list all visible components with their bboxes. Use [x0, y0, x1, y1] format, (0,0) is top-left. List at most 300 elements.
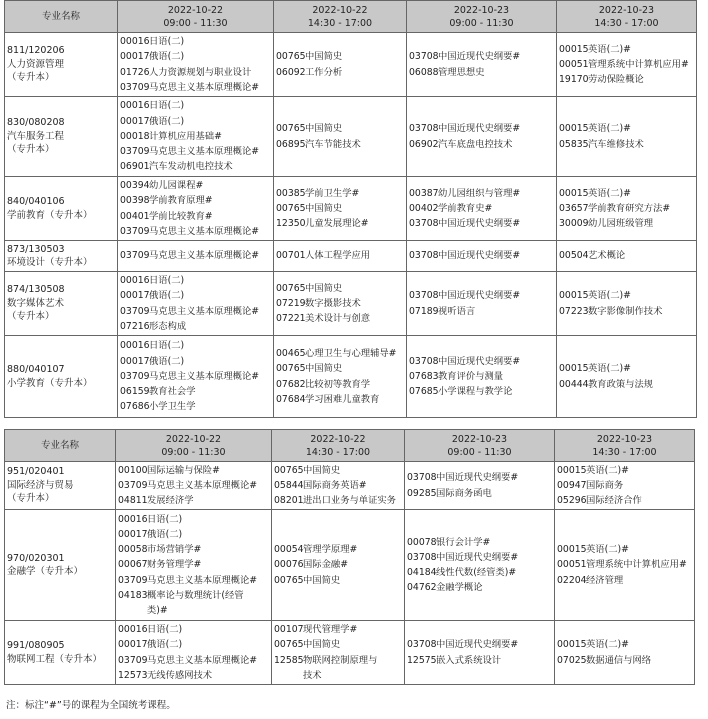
course-name: 日语(二) [149, 340, 185, 352]
course-name: 学前教育研究方法# [588, 202, 671, 214]
session-time: 09:00 - 11:30 [449, 17, 514, 29]
session-date: 2022-10-22 [165, 433, 222, 445]
course-code: 00058 [118, 544, 148, 556]
course-code: 00701 [276, 250, 306, 262]
session-date: 2022-10-23 [451, 433, 508, 445]
course-name: 中国近现代史纲要# [438, 123, 521, 135]
course-code: 03708 [407, 639, 437, 651]
session-cell [272, 621, 405, 685]
course-entry [557, 653, 692, 668]
course-entry [118, 527, 269, 542]
course-code: 03709 [120, 370, 150, 382]
course-entry [559, 248, 694, 263]
course-entry [120, 288, 271, 303]
course-entry [274, 557, 402, 572]
major-line: （专升本） [7, 144, 55, 156]
course-name: 国际商务函电 [436, 487, 492, 499]
course-code: 03708 [409, 290, 439, 302]
course-code: 00765 [276, 51, 306, 63]
course-entry [559, 304, 694, 319]
course-code: 00015 [559, 363, 589, 375]
major-name-header: 专业名称 [5, 1, 118, 33]
course-entry [559, 186, 694, 201]
course-code: 00015 [557, 544, 587, 556]
course-code: 03709 [118, 574, 148, 586]
course-name: 汽车底盘电控技术 [438, 138, 513, 150]
course-entry [559, 121, 694, 136]
course-name: 小学卫生学 [149, 401, 196, 413]
course-name: 经济管理 [586, 574, 624, 586]
session-cell [405, 621, 555, 685]
major-line: （专升本） [7, 493, 55, 505]
course-code: 07682 [276, 378, 306, 390]
course-code: 00016 [120, 100, 150, 112]
course-entry [118, 588, 269, 603]
course-name: 俄语(二) [149, 355, 185, 367]
course-entry [120, 98, 271, 113]
session-header [405, 430, 555, 462]
course-code: 00016 [118, 624, 148, 636]
course-name: 中国简史 [305, 282, 343, 294]
course-entry [274, 542, 402, 557]
course-entry [407, 653, 552, 668]
session-header [118, 1, 274, 33]
course-entry [407, 486, 552, 501]
session-date: 2022-10-22 [312, 4, 368, 16]
course-code: 07219 [276, 297, 306, 309]
course-name: 概率论与数理统计(经管 [147, 589, 244, 601]
course-code: 04762 [407, 582, 437, 594]
course-entry [120, 224, 271, 239]
course-entry [120, 159, 271, 174]
course-entry [559, 57, 694, 72]
course-entry [120, 114, 271, 129]
session-cell [557, 241, 697, 272]
session-cell [274, 97, 407, 177]
course-name: 计算机应用基础# [149, 130, 222, 142]
course-entry [120, 144, 271, 159]
course-entry [120, 399, 271, 414]
course-entry [276, 121, 404, 136]
course-code: 03709 [118, 479, 148, 491]
session-cell [557, 177, 697, 241]
course-name: 银行会计学# [436, 536, 491, 548]
course-entry [409, 216, 554, 231]
major-cell [5, 462, 116, 510]
course-entry [557, 637, 692, 652]
course-name: 幼儿园课程# [149, 180, 204, 192]
course-code: 03708 [407, 551, 437, 563]
course-name: 管理思想史 [438, 66, 485, 78]
course-name: 物联网控制原理与 [303, 654, 378, 666]
course-entry [118, 653, 269, 668]
course-code: 00504 [559, 250, 589, 262]
header-row [5, 1, 697, 33]
course-code: 03709 [120, 305, 150, 317]
course-name: 俄语(二) [147, 639, 183, 651]
course-code: 04183 [118, 589, 148, 601]
course-entry [120, 129, 271, 144]
course-name: 马克思主义基本原理概论# [149, 250, 260, 262]
major-line: 数字媒体艺术 [7, 297, 65, 309]
session-cell [118, 272, 274, 336]
course-name: 马克思主义基本原理概论# [147, 654, 258, 666]
course-code: 12585 [274, 654, 304, 666]
course-code: 00015 [559, 43, 589, 55]
major-line: 汽车服务工程 [7, 130, 65, 142]
course-entry [407, 637, 552, 652]
course-name: 马克思主义基本原理概论# [149, 146, 260, 158]
course-code: 00076 [274, 559, 304, 571]
course-name: 学前卫生学# [305, 187, 360, 199]
session-date: 2022-10-22 [310, 433, 366, 445]
course-name: 国际经济合作 [586, 495, 642, 507]
course-entry [409, 288, 554, 303]
session-cell [557, 336, 697, 418]
major-row [5, 336, 697, 418]
course-name: 汽车维修技术 [588, 138, 644, 150]
course-code: 06088 [409, 66, 439, 78]
course-entry [120, 65, 271, 80]
session-cell [407, 97, 557, 177]
course-entry [118, 622, 269, 637]
course-name: 人力资源规划与职业设计 [149, 66, 252, 78]
session-cell [118, 241, 274, 272]
course-entry [557, 542, 692, 557]
course-name: 儿童发展理论# [305, 218, 369, 230]
course-name: 管理学原理# [303, 544, 358, 556]
course-entry [559, 216, 694, 231]
course-entry [276, 201, 404, 216]
session-cell [557, 33, 697, 97]
course-code: 07686 [120, 401, 150, 413]
course-code: 00067 [118, 559, 148, 571]
course-entry [276, 311, 404, 326]
course-name: 进出口业务与单证实务 [303, 495, 396, 507]
major-line: 金融学（专升本） [7, 566, 84, 577]
course-name: 英语(二)# [588, 290, 631, 302]
course-code: 00015 [559, 187, 589, 199]
course-code: 09285 [407, 487, 437, 499]
major-name-header: 专业名称 [5, 430, 116, 462]
course-code: 00015 [557, 639, 587, 651]
course-name: 现代管理学# [303, 624, 358, 636]
course-code: 05835 [559, 138, 589, 150]
course-code: 03709 [120, 146, 150, 158]
session-cell [272, 510, 405, 621]
course-entry [407, 550, 552, 565]
course-code: 12350 [276, 218, 306, 230]
course-code: 00402 [409, 202, 439, 214]
course-name: 英语(二)# [586, 639, 629, 651]
course-entry [276, 186, 404, 201]
course-entry [559, 72, 694, 87]
course-entry [118, 573, 269, 588]
course-code: 03708 [409, 123, 439, 135]
course-name: 学前教育原理# [149, 195, 213, 207]
major-line: 830/080208 [7, 117, 65, 129]
course-name: 艺术概论 [588, 250, 626, 262]
course-code: 00016 [120, 340, 150, 352]
session-date: 2022-10-23 [596, 433, 653, 445]
course-entry [118, 637, 269, 652]
course-name: 幼儿园组织与管理# [438, 187, 521, 199]
session-cell [116, 462, 272, 510]
course-code: 00078 [407, 536, 437, 548]
footnote: 注：标注“#”号的课程为全国统考课程。 [6, 700, 176, 711]
major-cell [5, 510, 116, 621]
course-entry [407, 580, 552, 595]
course-code: 03709 [120, 225, 150, 237]
course-name: 中国简史 [305, 51, 343, 63]
course-name: 工作分析 [305, 66, 343, 78]
course-name: 英语(二)# [588, 187, 631, 199]
course-code: 00107 [274, 624, 304, 636]
course-name: 学前教育史# [438, 202, 493, 214]
course-entry [409, 384, 554, 399]
course-name: 人体工程学应用 [305, 250, 371, 262]
major-line: （专升本） [7, 311, 55, 323]
course-code: 00465 [276, 348, 306, 360]
course-entry [557, 557, 692, 572]
course-code: 00444 [559, 378, 589, 390]
course-entry [274, 493, 402, 508]
course-name: 中国简史 [305, 202, 343, 214]
session-header [555, 430, 695, 462]
course-entry [559, 288, 694, 303]
course-name: 形态构成 [149, 320, 187, 332]
session-date: 2022-10-23 [453, 4, 510, 16]
course-code: 07223 [559, 305, 589, 317]
course-code: 08201 [274, 495, 304, 507]
course-name: 中国近现代史纲要# [438, 290, 521, 302]
course-code: 00016 [120, 36, 150, 48]
course-name: 数据通信与网络 [586, 654, 652, 666]
course-name: 日语(二) [147, 624, 183, 636]
course-code: 03708 [409, 250, 439, 262]
course-entry [409, 137, 554, 152]
course-entry [276, 392, 404, 407]
course-name: 日语(二) [149, 275, 185, 287]
course-name: 中国简史 [303, 574, 341, 586]
major-line: 970/020301 [7, 552, 65, 564]
course-code: 00765 [276, 123, 306, 135]
course-code: 00017 [120, 355, 150, 367]
course-name: 俄语(二) [149, 115, 185, 127]
session-cell [555, 621, 695, 685]
course-code: 00015 [559, 123, 589, 135]
course-entry [276, 137, 404, 152]
session-cell [555, 510, 695, 621]
course-entry [120, 248, 271, 263]
major-row [5, 177, 697, 241]
course-code: 07685 [409, 386, 439, 398]
course-code: 00017 [118, 528, 148, 540]
course-entry [276, 346, 404, 361]
course-code: 06895 [276, 138, 306, 150]
course-code: 00765 [274, 464, 304, 476]
course-entry [409, 121, 554, 136]
course-name: 中国近现代史纲要# [436, 639, 519, 651]
course-name: 管理系统中计算机应用# [586, 559, 687, 571]
course-name: 市场营销学# [147, 544, 202, 556]
course-name: 劳动保险概论 [588, 74, 644, 86]
course-name: 管理系统中计算机应用# [588, 58, 689, 70]
course-entry [120, 34, 271, 49]
session-cell [118, 97, 274, 177]
course-code: 05844 [274, 479, 304, 491]
course-name: 教育政策与法规 [588, 378, 654, 390]
course-code: 00017 [120, 290, 150, 302]
course-entry [120, 273, 271, 288]
major-line: 811/120206 [7, 45, 65, 57]
course-name: 中国近现代史纲要# [438, 51, 521, 63]
major-line: 991/080905 [7, 640, 65, 651]
session-header [557, 1, 697, 33]
course-entry [409, 201, 554, 216]
course-name: 美术设计与创意 [305, 313, 371, 325]
session-cell [555, 462, 695, 510]
major-row [5, 621, 695, 685]
course-name: 马克思主义基本原理概论# [149, 225, 260, 237]
session-header [272, 430, 405, 462]
major-line: 874/130508 [7, 284, 65, 296]
course-entry [276, 248, 404, 263]
course-entry [409, 354, 554, 369]
header-row [5, 430, 695, 462]
session-time: 14:30 - 17:00 [594, 17, 659, 29]
major-row [5, 241, 697, 272]
major-cell [5, 272, 118, 336]
course-name: 幼儿园班级管理 [588, 218, 654, 230]
course-entry [409, 186, 554, 201]
course-entry [559, 42, 694, 57]
session-time: 14:30 - 17:00 [305, 446, 371, 458]
course-entry [276, 216, 404, 231]
course-code: 03708 [409, 218, 439, 230]
course-name: 中国简史 [305, 123, 343, 135]
major-cell [5, 241, 118, 272]
course-name: 马克思主义基本原理概论# [149, 370, 260, 382]
course-code: 00765 [274, 639, 304, 651]
session-cell [407, 241, 557, 272]
session-cell [272, 462, 405, 510]
course-name: 中国简史 [303, 639, 341, 651]
course-name: 心理卫生与心理辅导# [305, 348, 397, 360]
course-entry [274, 463, 402, 478]
major-cell [5, 177, 118, 241]
course-name: 发展经济学 [147, 495, 194, 507]
course-entry [120, 49, 271, 64]
course-entry [118, 512, 269, 527]
course-code: 03657 [559, 202, 589, 214]
session-cell [407, 177, 557, 241]
session-time: 14:30 - 17:00 [307, 17, 373, 29]
session-cell [118, 33, 274, 97]
course-entry [118, 478, 269, 493]
course-code: 05296 [557, 495, 587, 507]
course-entry [559, 361, 694, 376]
major-row [5, 462, 695, 510]
course-entry [118, 542, 269, 557]
course-name: 国际商务 [586, 479, 624, 491]
course-name: 学前比较教育# [149, 210, 213, 222]
course-code: 00015 [557, 464, 587, 476]
major-row [5, 272, 697, 336]
course-code: 00401 [120, 210, 150, 222]
course-entry [274, 637, 402, 652]
course-name: 小学课程与教学论 [438, 386, 513, 398]
session-time: 14:30 - 17:00 [592, 446, 657, 458]
course-entry [120, 319, 271, 334]
course-name: 类)# [147, 605, 168, 616]
course-name: 马克思主义基本原理概论# [149, 305, 260, 317]
course-entry [120, 384, 271, 399]
course-entry [557, 573, 692, 588]
session-cell [118, 336, 274, 418]
course-entry [120, 193, 271, 208]
course-name: 嵌入式系统设计 [436, 654, 502, 666]
session-cell [116, 510, 272, 621]
course-entry [120, 338, 271, 353]
course-code: 00387 [409, 187, 439, 199]
course-entry [409, 369, 554, 384]
major-line: 国际经济与贸易 [7, 479, 74, 491]
course-code: 00100 [118, 464, 148, 476]
course-code: 03708 [409, 51, 439, 63]
course-entry [118, 463, 269, 478]
course-code: 07683 [409, 370, 439, 382]
course-name: 汽车发动机电控技术 [149, 161, 233, 173]
course-code: 00018 [120, 130, 150, 142]
major-cell [5, 336, 118, 418]
course-code: 00765 [276, 202, 306, 214]
course-code: 30009 [559, 218, 589, 230]
course-entry [407, 535, 552, 550]
course-code: 07684 [276, 393, 306, 405]
course-code: 00015 [559, 290, 589, 302]
session-cell [407, 272, 557, 336]
course-entry [118, 668, 269, 683]
course-entry [276, 296, 404, 311]
course-name: 中国近现代史纲要# [438, 250, 521, 262]
course-entry [559, 201, 694, 216]
course-name: 中国近现代史纲要# [438, 218, 521, 230]
course-entry [274, 573, 402, 588]
course-entry [120, 354, 271, 369]
course-name: 马克思主义基本原理概论# [147, 479, 258, 491]
course-name: 线性代数(经管类)# [436, 567, 517, 578]
course-code: 06159 [120, 386, 150, 398]
session-date: 2022-10-22 [167, 4, 224, 16]
course-code: 00947 [557, 479, 587, 491]
course-name: 技术 [303, 669, 322, 681]
course-name: 马克思主义基本原理概论# [147, 574, 258, 586]
course-code: 00385 [276, 187, 306, 199]
session-header [116, 430, 272, 462]
session-date: 2022-10-23 [598, 4, 655, 16]
course-code: 07025 [557, 654, 587, 666]
course-code: 00394 [120, 180, 150, 192]
major-cell [5, 621, 116, 685]
major-line: 880/040107 [7, 364, 65, 375]
session-cell [557, 272, 697, 336]
course-code: 04811 [118, 495, 148, 507]
course-name: 中国简史 [303, 464, 341, 476]
course-code: 00398 [120, 195, 150, 207]
course-code: 03708 [409, 355, 439, 367]
course-code: 00017 [118, 639, 148, 651]
